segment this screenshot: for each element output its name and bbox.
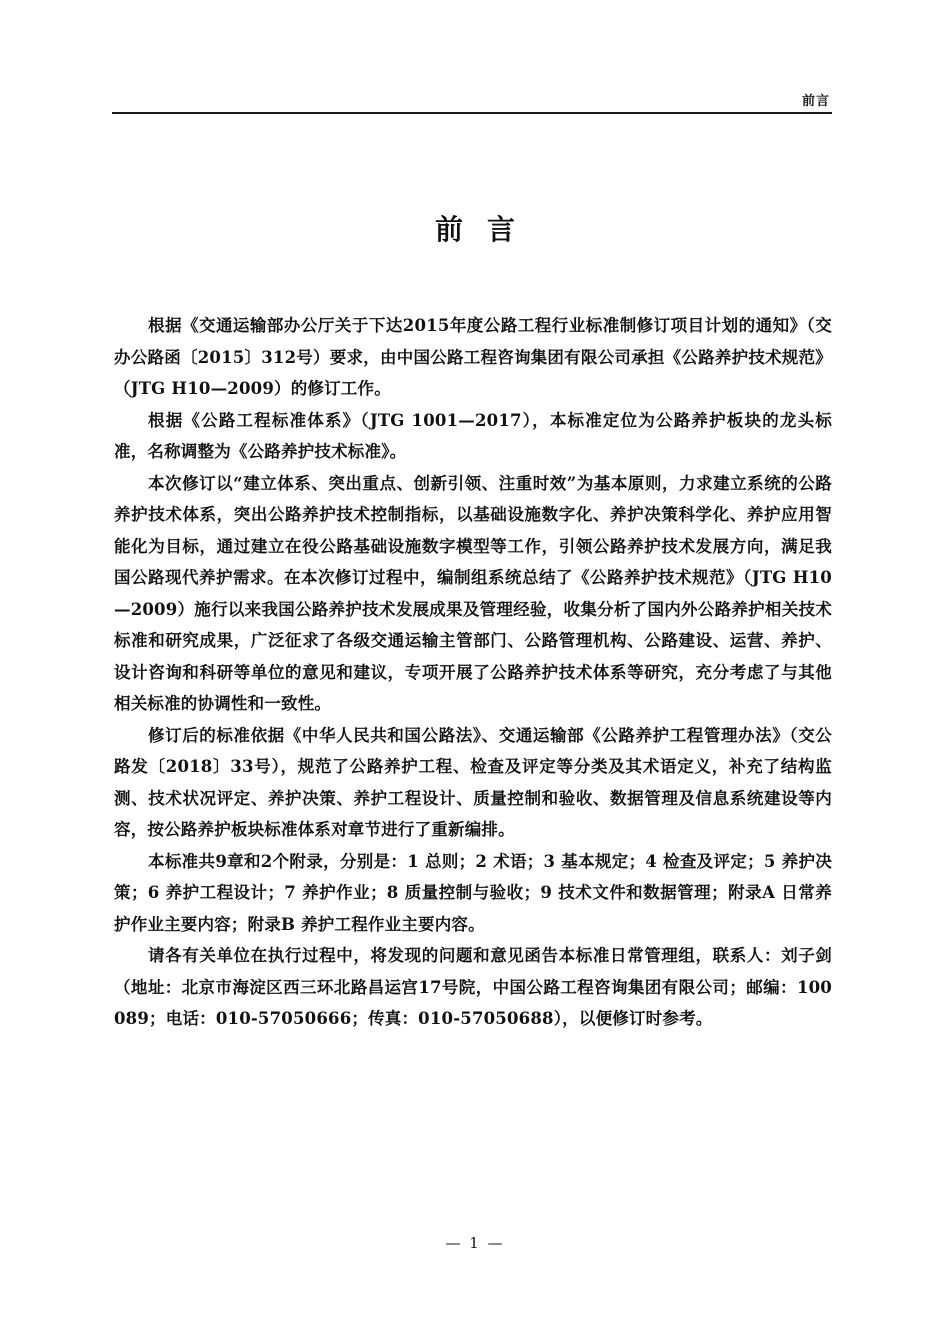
paragraph-5: 本标准共9章和2个附录，分别是：1 总则；2 术语；3 基本规定；4 检查及评定；5 养护决策；6 养护工程设计；7 养护作业；8 质量控制与验收；9 技术文件和数据管理；附录A 日常养护作业主要内容；附录B 养护工程作业主要内容。 <box>114 851 832 934</box>
body-text <box>114 310 832 1035</box>
paragraph-1: 根据《交通运输部办公厅关于下达2015年度公路工程行业标准制修订项目计划的通知》（交办公路函〔2015〕312号）要求，由中国公路工程咨询集团有限公司承担《公路养护技术规范》（JTG H10—2009）的修订工作。 <box>114 316 832 398</box>
page-number: — 1 — <box>445 1234 505 1252</box>
running-header-title: 前言 <box>801 94 830 109</box>
paragraph-3: 本次修订以“建立体系、突出重点、创新引领、注重时效”为基本原则，力求建立系统的公路养护技术体系，突出公路养护技术控制指标，以基础设施数字化、养护决策科学化、养护应用智能化为目标，通过建立在役公路基础设施数字模型等工作，引领公路养护技术发展方向，满足我国公路现代养护需求。在本次修订过程中，编制组系统总结了《公路养护技术规范》（JTG H10—2009）施行以来我国公路养护技术发展成果及管理经验，收集分析了国内外公路养护相关技术标准和研究成果，广泛征求了各级交通运输主管部门、公路管理机构、公路建设、运营、养护、设计咨询和科研等单位的意见和建议，专项开展了公路养护技术体系等研究，充分考虑了与其他相关标准的协调性和一致性。 <box>114 473 832 713</box>
paragraph-2: 根据《公路工程标准体系》（JTG 1001—2017），本标准定位为公路养护板块的龙头标准，名称调整为《公路养护技术标准》。 <box>114 410 832 461</box>
page-title: 前言 <box>434 213 539 246</box>
paragraph-4: 修订后的标准依据《中华人民共和国公路法》、交通运输部《公路养护工程管理办法》（交公路发〔2018〕33号），规范了公路养护工程、检查及评定等分类及其术语定义，补充了结构监测、技术状况评定、养护决策、养护工程设计、质量控制和验收、数据管理及信息系统建设等内容，按公路养护板块标准体系对章节进行了重新编排。 <box>114 725 832 839</box>
paragraph-6: 请各有关单位在执行过程中，将发现的问题和意见函告本标准日常管理组，联系人：刘子剑（地址：北京市海淀区西三环北路昌运宫17号院，中国公路工程咨询集团有限公司；邮编：100089；电话：010-57050666；传真：010-57050688），以便修订时参考。 <box>114 946 832 1028</box>
running-header <box>112 90 832 114</box>
